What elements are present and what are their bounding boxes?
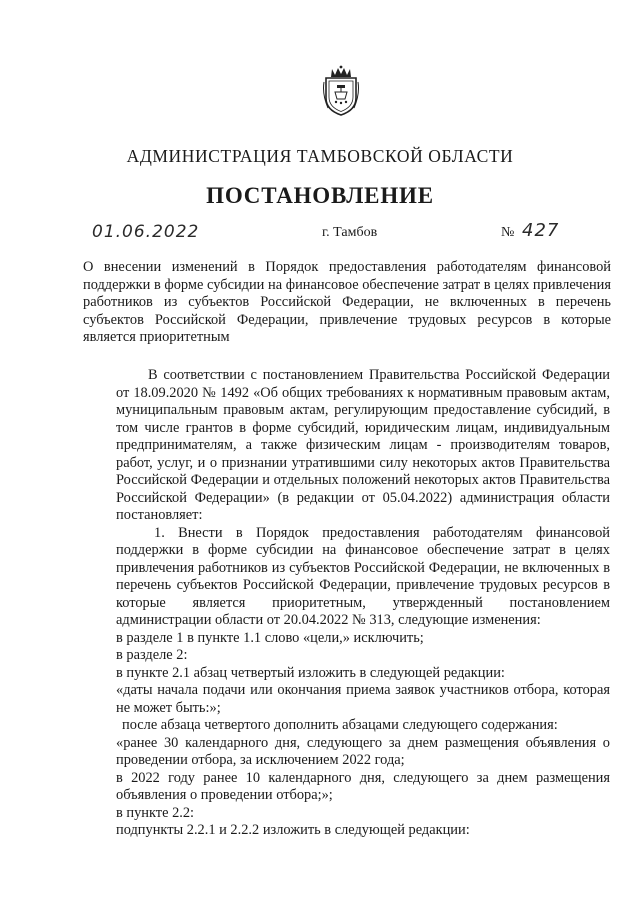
- body-paragraph: В соответствии с постановлением Правительства Российской Федерации от 18.09.2020 № 1492 «Об общих требованиях к нормативным правовым актам, муниципальным правовым актам, регулирующим предоставление субсидий, в том числе грантов в форме субсидий, юридическим лицам, индивидуальным предпринимателям, а также физическим лицам - производителям товаров, работ, услуг, и о признании утратившими силу некоторых актов Правительства Российской Федерации и отдельных положений некоторых актов Правительства Российской Федерации» (в редакции от 05.04.2022) администрация области постановляет:: [116, 367, 610, 523]
- body-paragraph: в 2022 году ранее 10 календарного дня, следующего за днем размещения объявления о проведении отбора;»;: [116, 769, 610, 803]
- body-paragraph: «даты начала подачи или окончания приема заявок участников отбора, которая не может быть:»;: [116, 682, 610, 716]
- body-paragraph: в пункте 2.2:: [116, 804, 195, 821]
- document-number-label: №: [501, 225, 515, 240]
- document-number: 427: [522, 220, 560, 241]
- organization-name: АДМИНИСТРАЦИЯ ТАМБОВСКОЙ ОБЛАСТИ: [126, 146, 514, 166]
- body-paragraph: подпункты 2.2.1 и 2.2.2 изложить в следующей редакции:: [116, 822, 470, 838]
- body-paragraph: 1. Внести в Порядок предоставления работодателям финансовой поддержки в форме субсидии на финансовое обеспечение затрат в целях привлечения работников из субъектов Российской Федерации, не включенных в перечень субъектов Российской Федерации, привлечение трудовых ресурсов в которые является приоритетным, утвержденный постановлением администрации области от 20.04.2022 № 313, следующие изменения:: [116, 524, 610, 628]
- body-paragraph: после абзаца четвертого дополнить абзацами следующего содержания:: [122, 717, 558, 733]
- document-date: 01.06.2022: [92, 222, 200, 242]
- document-body: [116, 367, 610, 840]
- document-type: ПОСТАНОВЛЕНИЕ: [206, 183, 434, 208]
- body-paragraph: «ранее 30 календарного дня, следующего за днем размещения объявления о проведении отбора, за исключением 2022 года;: [116, 734, 610, 768]
- body-paragraph: в разделе 1 в пункте 1.1 слово «цели,» исключить;: [116, 629, 424, 646]
- body-paragraph: в разделе 2:: [116, 647, 188, 663]
- document-city: г. Тамбов: [322, 225, 378, 240]
- body-paragraph: в пункте 2.1 абзац четвертый изложить в следующей редакции:: [116, 664, 505, 681]
- document-subject: О внесении изменений в Порядок предоставления работодателям финансовой поддержки в форме субсидии на финансовое обеспечение затрат в целях привлечения работников из субъектов Российской Федерации, не включенных в перечень субъектов Российской Федерации, привлечение трудовых ресурсов в которые является приоритетным: [83, 259, 611, 345]
- tambov-coat-of-arms-icon: [322, 64, 360, 116]
